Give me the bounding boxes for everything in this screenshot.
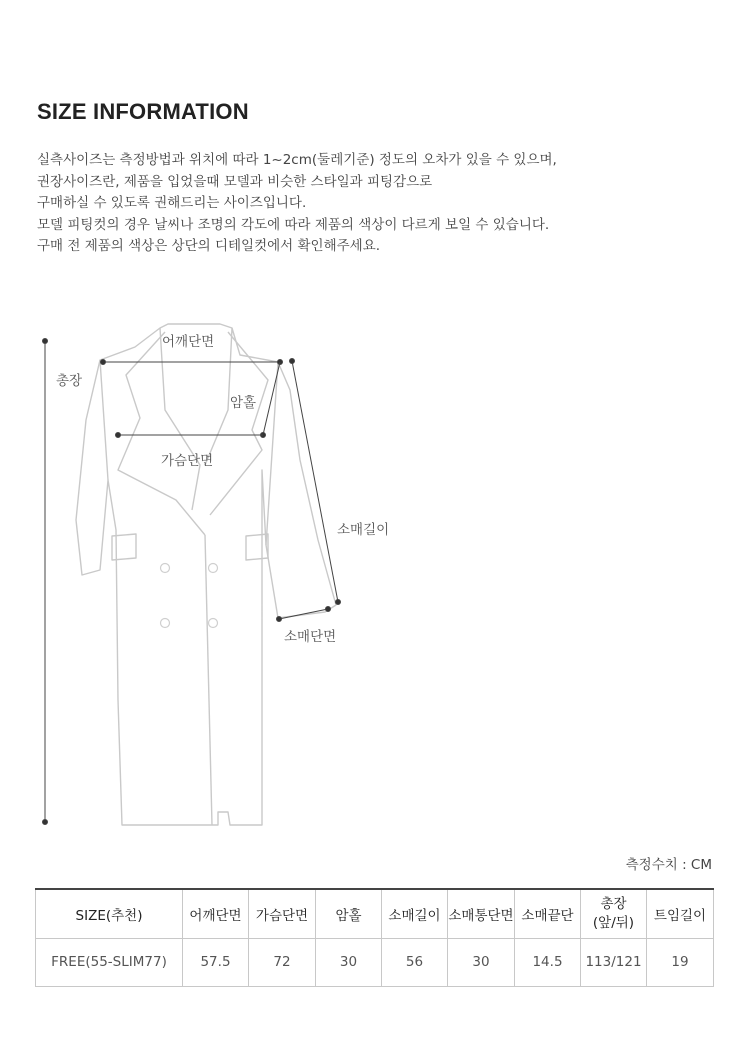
- size-description: [37, 150, 557, 258]
- cell-chest: 72: [249, 938, 316, 986]
- table-header-row: [36, 889, 714, 938]
- coat-pocket-right: [246, 534, 268, 560]
- cell-sleeve-hem: 14.5: [515, 938, 581, 986]
- length-label: 총장: [56, 373, 83, 389]
- button-icon: [209, 619, 218, 628]
- description-line: 실측사이즈는 측정방법과 위치에 따라 1~2cm(둘레기준) 정도의 오차가 있을 수 있으며,: [37, 152, 557, 168]
- shoulder-label: 어깨단면: [162, 334, 215, 350]
- table-row: [36, 938, 714, 986]
- sleeve-length-label: 소매길이: [337, 522, 390, 538]
- cell-sleeve-width: 30: [448, 938, 515, 986]
- col-header-size: SIZE(추천): [36, 889, 183, 938]
- cell-sleeve-length: 56: [382, 938, 448, 986]
- cell-slit: 19: [647, 938, 714, 986]
- description-line: 모델 피팅컷의 경우 날씨나 조명의 각도에 따라 제품의 색상이 다르게 보일 수 있습니다.: [37, 216, 550, 233]
- sleeve-length-measure-line: [292, 361, 338, 602]
- size-table: [35, 888, 714, 987]
- sleeve-hem-label: 소매단면: [284, 629, 337, 645]
- col-header-chest: 가슴단면: [249, 889, 316, 938]
- coat-measurement-diagram: [0, 300, 750, 840]
- col-header-sleeve-width: 소매통단면: [448, 889, 515, 938]
- unit-note: 측정수치 : CM: [625, 857, 712, 873]
- cell-armhole: 30: [316, 938, 382, 986]
- coat-front-line: [205, 535, 212, 825]
- cell-shoulder: 57.5: [183, 938, 249, 986]
- sleeve-hem-measure-line: [279, 609, 328, 619]
- coat-lapel-right: [210, 332, 268, 515]
- page-title: SIZE INFORMATION: [37, 99, 249, 124]
- button-icon: [161, 619, 170, 628]
- col-header-length: 총장 (앞/뒤): [581, 889, 647, 938]
- button-icon: [209, 564, 218, 573]
- chest-label: 가슴단면: [161, 453, 214, 469]
- col-header-sleeve-hem: 소매끝단: [515, 889, 581, 938]
- description-line: 구매하실 수 있도록 권해드리는 사이즈입니다.: [37, 195, 307, 211]
- armhole-measure-line: [263, 362, 280, 435]
- coat-illustration: [0, 300, 750, 840]
- col-header-armhole: 암홀: [316, 889, 382, 938]
- col-header-slit: 트임길이: [647, 889, 714, 938]
- description-line: 구매 전 제품의 색상은 상단의 디테일컷에서 확인해주세요.: [37, 238, 381, 254]
- cell-size: FREE(55-SLIM77): [36, 938, 183, 986]
- description-line: 권장사이즈란, 제품을 입었을때 모델과 비슷한 스타일과 피팅감으로: [37, 173, 433, 190]
- button-icon: [161, 564, 170, 573]
- coat-collar: [160, 328, 232, 510]
- col-header-shoulder: 어깨단면: [183, 889, 249, 938]
- cell-length: 113/121: [581, 938, 647, 986]
- armhole-label: 암홀: [230, 395, 257, 411]
- col-header-sleeve-length: 소매길이: [382, 889, 448, 938]
